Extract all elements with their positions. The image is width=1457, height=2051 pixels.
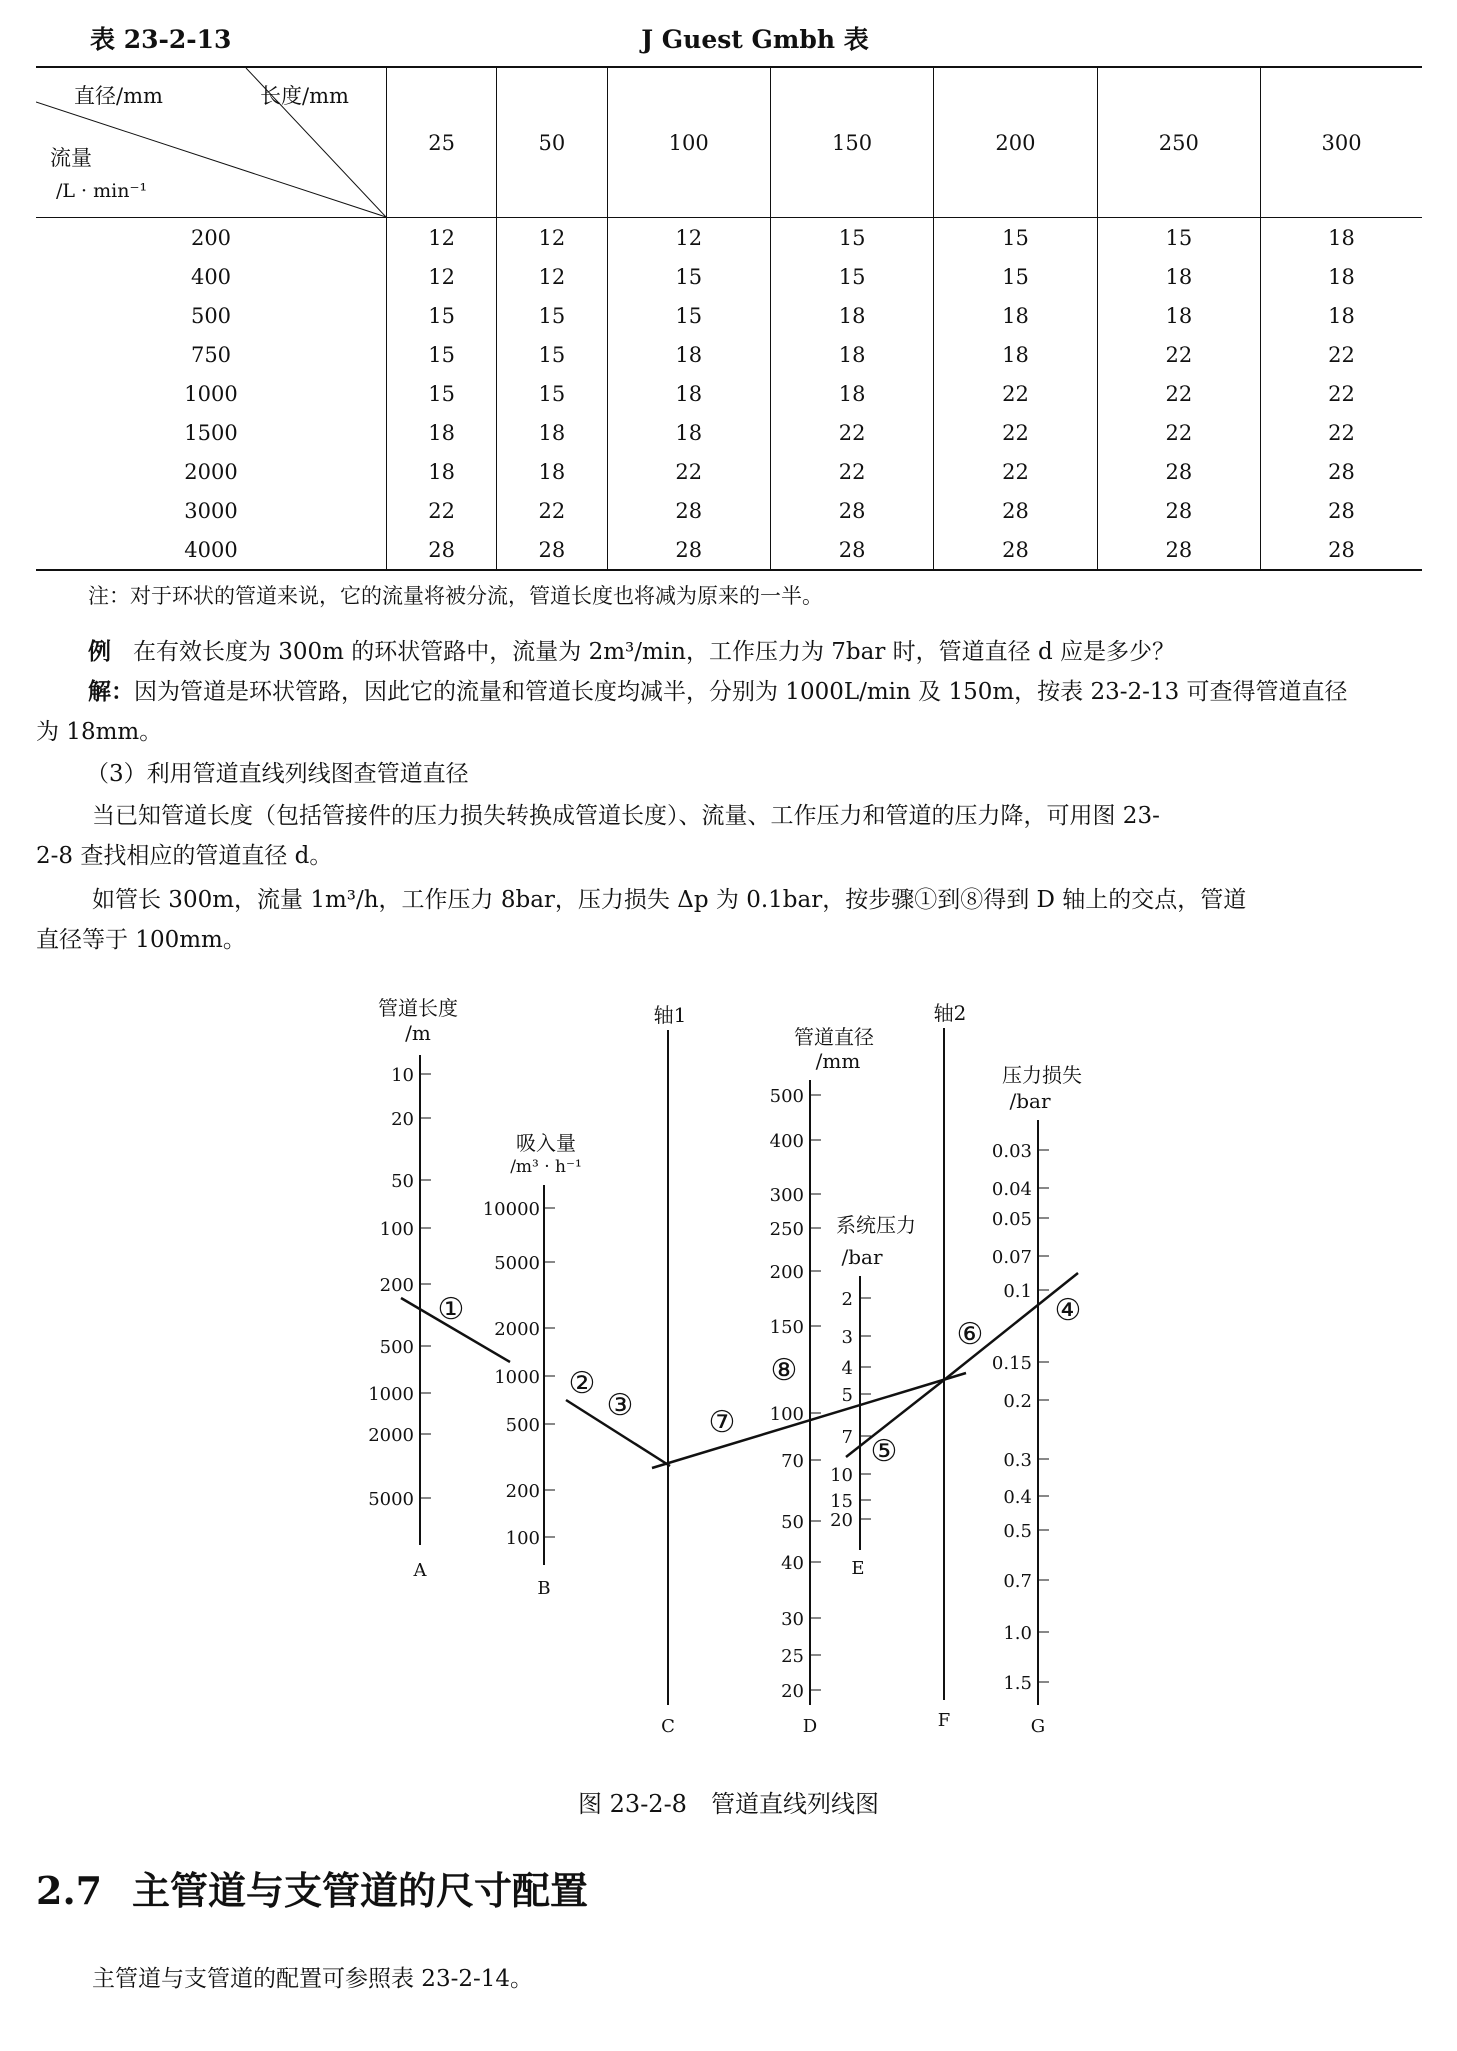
diameter-cell: 18 [1261,218,1422,258]
axis-g-tick: 0.15 [991,1353,1032,1374]
example-paragraph [36,632,1422,672]
axis-g-tick: 0.03 [991,1141,1032,1162]
axis-g-tick: 0.4 [1003,1487,1032,1508]
nomogram-figure [0,985,1457,1765]
axis-g-ticks [992,1141,1049,1694]
axis-g-tick: 0.7 [1003,1571,1032,1592]
diameter-cell: 12 [387,257,497,296]
axis-e-tick: 15 [830,1491,853,1512]
diameter-cell: 22 [1261,413,1422,452]
diameter-cell: 15 [497,335,607,374]
axis-g-tick: 0.04 [991,1179,1032,1200]
flow-unit-label: /L · min⁻¹ [56,180,148,202]
axis-f-title: 轴2 [933,1001,967,1025]
axis-g-tick: 1.0 [1003,1623,1032,1644]
diameter-cell: 15 [770,257,933,296]
step-1-marker: ① [437,1292,465,1327]
axis-f-letter: F [937,1710,951,1731]
diameter-label: 直径/mm [74,84,163,108]
column-header: 200 [934,67,1097,218]
flow-cell: 1500 [184,420,238,445]
axis-d-ticks [770,1086,821,1702]
axis-b-tick: 2000 [494,1319,540,1340]
axis-g-tick: 0.5 [1003,1521,1032,1542]
diameter-cell: 22 [1261,335,1422,374]
axis-e-tick: 7 [841,1427,853,1448]
axis-b-tick: 1000 [494,1367,540,1388]
closing-paragraph: 主管道与支管道的配置可参照表 23-2-14。 [92,1966,534,1992]
axis-b-unit: /m³ · h⁻¹ [510,1157,582,1177]
table-row [36,374,1422,413]
flow-cell: 500 [190,303,232,328]
diameter-cell: 28 [607,491,770,530]
axis-c-letter: C [661,1716,675,1737]
diameter-cell: 22 [770,452,933,491]
example-text: 在有效长度为 300m 的环状管路中，流量为 2m³/min，工作压力为 7bar 时，管道直径 d 应是多少？ [132,639,1176,665]
table-row [36,218,1422,258]
table-row [36,452,1422,491]
step-6-marker: ⑥ [956,1317,984,1352]
table-row [36,296,1422,335]
diameter-cell: 15 [497,296,607,335]
diameter-cell: 15 [387,335,497,374]
axis-d-tick: 25 [781,1646,804,1667]
paragraph-1-line-1: 当已知管道长度（包括管接件的压力损失转换成管道长度）、流量、工作压力和管道的压力降，可用图 23- [92,803,1160,829]
diameter-cell: 15 [770,218,933,258]
axis-e-tick: 20 [830,1510,853,1531]
diameter-cell: 22 [934,374,1097,413]
axis-e-tick: 10 [830,1465,853,1486]
column-header: 100 [607,67,770,218]
diameter-cell: 18 [607,413,770,452]
section-title: 主管道与支管道的尺寸配置 [132,1868,589,1913]
diameter-cell: 15 [387,374,497,413]
diameter-cell: 18 [607,374,770,413]
column-header: 250 [1097,67,1260,218]
diameter-cell: 18 [934,296,1097,335]
axis-a-tick: 10 [391,1065,414,1086]
column-header: 25 [387,67,497,218]
axis-a-tick: 2000 [368,1425,414,1446]
table-row [36,413,1422,452]
axis-e-ticks [830,1289,871,1531]
axis-g-letter: G [1030,1716,1046,1737]
diameter-cell: 28 [934,530,1097,570]
diameter-cell: 18 [607,335,770,374]
diameter-cell: 28 [934,491,1097,530]
diameter-cell: 28 [1097,530,1260,570]
diameter-cell: 22 [1097,374,1260,413]
diameter-cell: 28 [1261,452,1422,491]
diameter-cell: 18 [770,296,933,335]
diameter-cell: 18 [1261,257,1422,296]
axis-d-tick: 40 [781,1553,804,1574]
table-number: 表 23-2-13 [90,25,232,54]
axis-a-title: 管道长度 [378,996,458,1020]
diameter-cell: 15 [1097,218,1260,258]
axis-d-tick: 30 [781,1609,804,1630]
axis-a-tick: 100 [379,1219,414,1240]
axis-g-tick: 0.1 [1003,1281,1032,1302]
axis-d-tick: 70 [781,1451,804,1472]
diameter-cell: 22 [387,491,497,530]
flow-cell: 1000 [184,381,238,406]
diameter-cell: 22 [1097,335,1260,374]
diameter-cell: 15 [387,296,497,335]
table-note: 注：对于环状的管道来说，它的流量将被分流，管道长度也将减为原来的一半。 [88,584,823,608]
diameter-cell: 22 [1097,413,1260,452]
axis-a-unit: /m [405,1021,431,1045]
diameter-cell: 15 [607,257,770,296]
diameter-cell: 18 [1261,296,1422,335]
axis-c-title: 轴1 [653,1003,687,1027]
diameter-cell: 18 [1097,257,1260,296]
axis-a-letter: A [413,1560,427,1581]
diameter-cell: 12 [387,218,497,258]
axis-g-unit: /bar [1009,1089,1051,1113]
diameter-cell: 18 [387,413,497,452]
axis-d-unit: /mm [815,1049,861,1073]
axis-a-tick: 500 [379,1337,414,1358]
axis-d-tick: 50 [781,1512,804,1533]
diameter-cell: 18 [770,335,933,374]
step-4-marker: ④ [1054,1293,1082,1328]
axis-e-tick: 5 [841,1385,853,1406]
table-row [36,335,1422,374]
axis-a-tick: 5000 [368,1489,414,1510]
axis-a-tick: 1000 [368,1384,414,1405]
axis-a-ticks [368,1065,431,1510]
diameter-cell: 15 [934,218,1097,258]
table-title: J Guest Gmbh 表 [641,25,869,54]
diameter-cell: 15 [497,374,607,413]
axis-d-tick: 500 [769,1086,804,1107]
axis-d-tick: 400 [769,1131,804,1152]
axis-d-tick: 100 [769,1404,804,1425]
axis-d-tick: 250 [769,1219,804,1240]
axis-b-tick: 100 [505,1528,540,1549]
diameter-cell: 18 [1097,296,1260,335]
axis-d-tick: 200 [769,1262,804,1283]
axis-g-tick: 0.2 [1003,1391,1032,1412]
axis-b-tick: 200 [505,1481,540,1502]
diameter-cell: 18 [934,335,1097,374]
column-header: 50 [497,67,607,218]
step-3-marker: ③ [606,1388,634,1423]
axis-d-tick: 20 [781,1681,804,1702]
subheading: （3）利用管道直线列线图查管道直径 [86,761,469,787]
axis-e-unit: /bar [841,1245,883,1269]
column-header: 150 [770,67,933,218]
table-body [36,218,1422,571]
axis-g-tick: 0.3 [1003,1450,1032,1471]
diameter-cell: 12 [607,218,770,258]
diameter-cell: 12 [497,218,607,258]
table-row [36,491,1422,530]
flow-cell: 750 [190,342,232,367]
paragraph-2-line-2: 直径等于 100mm。 [36,927,246,953]
diameter-cell: 22 [497,491,607,530]
corner-cell [36,67,387,218]
diameter-cell: 28 [770,530,933,570]
diameter-cell: 28 [497,530,607,570]
axis-d-tick: 300 [769,1185,804,1206]
example-label: 例 [88,638,111,665]
diameter-cell: 18 [497,452,607,491]
axis-e-tick: 3 [841,1327,853,1348]
paragraph-2-line-1: 如管长 300m，流量 1m³/h，工作压力 8bar，压力损失 Δp 为 0.1bar，按步骤①到⑧得到 D 轴上的交点，管道 [92,887,1247,913]
flow-cell: 4000 [36,530,387,570]
table-header [90,20,1420,56]
solution-paragraph [36,672,1422,712]
solution-text-2: 为 18mm。 [36,719,163,745]
axis-b-letter: B [537,1578,551,1599]
axis-g-tick: 0.05 [991,1209,1032,1230]
figure-caption: 图 23-2-8 管道直线列线图 [578,1790,879,1818]
diameter-cell: 28 [607,530,770,570]
axis-d-title: 管道直径 [794,1025,874,1049]
axis-d-tick: 150 [769,1317,804,1338]
axis-g-title: 压力损失 [1002,1063,1082,1087]
axis-b-title: 吸入量 [516,1131,576,1155]
step-5-marker: ⑤ [870,1434,898,1469]
table-row [36,257,1422,296]
flow-cell: 2000 [184,459,238,484]
step-7-marker: ⑦ [708,1405,736,1440]
table-row [36,530,1422,570]
diameter-cell: 22 [607,452,770,491]
axis-g-tick: 0.07 [991,1247,1032,1268]
step-8-marker: ⑧ [770,1353,798,1388]
solution-label: 解： [88,678,134,705]
diameter-cell: 22 [934,452,1097,491]
solution-text: 因为管道是环状管路，因此它的流量和管道长度均减半，分别为 1000L/min 及 150m，按表 23-2-13 可查得管道直径 [134,679,1348,705]
axis-e-title: 系统压力 [836,1213,916,1237]
flow-cell: 3000 [184,498,238,523]
diameter-cell: 15 [607,296,770,335]
diameter-table [36,66,1422,571]
diameter-cell: 22 [934,413,1097,452]
diameter-cell: 28 [1097,491,1260,530]
diameter-cell: 28 [770,491,933,530]
diameter-cell: 28 [1097,452,1260,491]
diameter-cell: 28 [1261,530,1422,570]
axis-b-tick: 5000 [494,1253,540,1274]
diameter-cell: 18 [770,374,933,413]
axis-a-tick: 200 [379,1275,414,1296]
axis-e-tick: 4 [841,1358,853,1379]
paragraph-1-line-2: 2-8 查找相应的管道直径 d。 [36,843,333,869]
diameter-cell: 28 [387,530,497,570]
step-2-marker: ② [568,1366,596,1401]
diameter-cell: 15 [934,257,1097,296]
axis-a-tick: 50 [391,1171,414,1192]
flow-cell: 400 [190,264,232,289]
flow-label: 流量 [50,146,92,170]
diameter-cell: 12 [497,257,607,296]
axis-g-tick: 1.5 [1003,1673,1032,1694]
diameter-cell: 22 [770,413,933,452]
axis-b-tick: 10000 [482,1199,540,1220]
axis-d-letter: D [802,1716,818,1737]
axis-e-tick: 2 [841,1289,853,1310]
diameter-cell: 18 [387,452,497,491]
section-number: 2.7 [36,1868,103,1913]
diameter-cell: 28 [1261,491,1422,530]
axis-e-letter: E [851,1558,865,1579]
diameter-cell: 22 [1261,374,1422,413]
diameter-cell: 18 [497,413,607,452]
axis-a-tick: 20 [391,1109,414,1130]
axis-b-tick: 500 [505,1415,540,1436]
flow-cell: 200 [190,225,232,250]
column-header: 300 [1261,67,1422,218]
length-label: 长度/mm [260,84,349,108]
section-heading [36,1860,588,1915]
